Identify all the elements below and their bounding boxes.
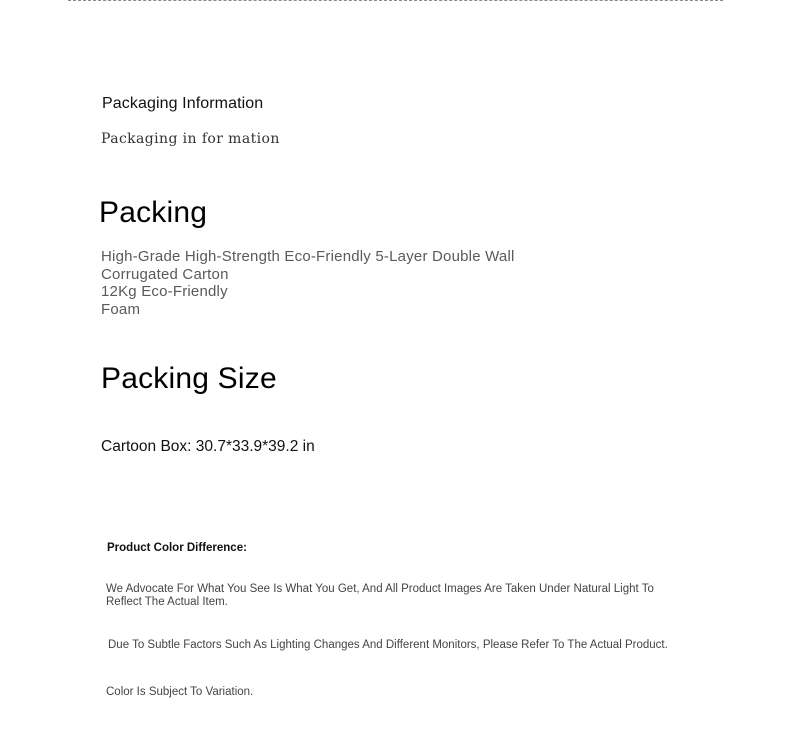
packing-detail-line: 12Kg Eco-Friendly [101,283,228,300]
color-note-line-1: We Advocate For What You See Is What You Get, And All Product Images Are Taken Under Natural Light To Reflect The Actual Item. [106,583,654,608]
section-title: Packaging Information [102,95,264,112]
packing-heading: Packing [99,196,208,229]
packing-detail-line: Foam [101,300,141,318]
packing-size-heading: Packing Size [101,362,277,395]
color-difference-title: Product Color Difference: [107,542,247,554]
packing-detail-line: Corrugated Carton [101,265,229,283]
color-note-line-3: Color Is Subject To Variation. [106,686,254,698]
packing-details [101,248,515,318]
packing-size-value: Cartoon Box: 30.7*33.9*39.2 in [101,438,315,455]
packing-detail-line: High-Grade High-Strength Eco-Friendly 5-Layer Double Wall [101,248,515,265]
top-dashed-divider [68,0,723,1]
section-subtitle: Packaging in for mation [101,131,280,147]
color-note-line-2: Due To Subtle Factors Such As Lighting Changes And Different Monitors, Please Refer To The Actual Product. [108,639,668,651]
